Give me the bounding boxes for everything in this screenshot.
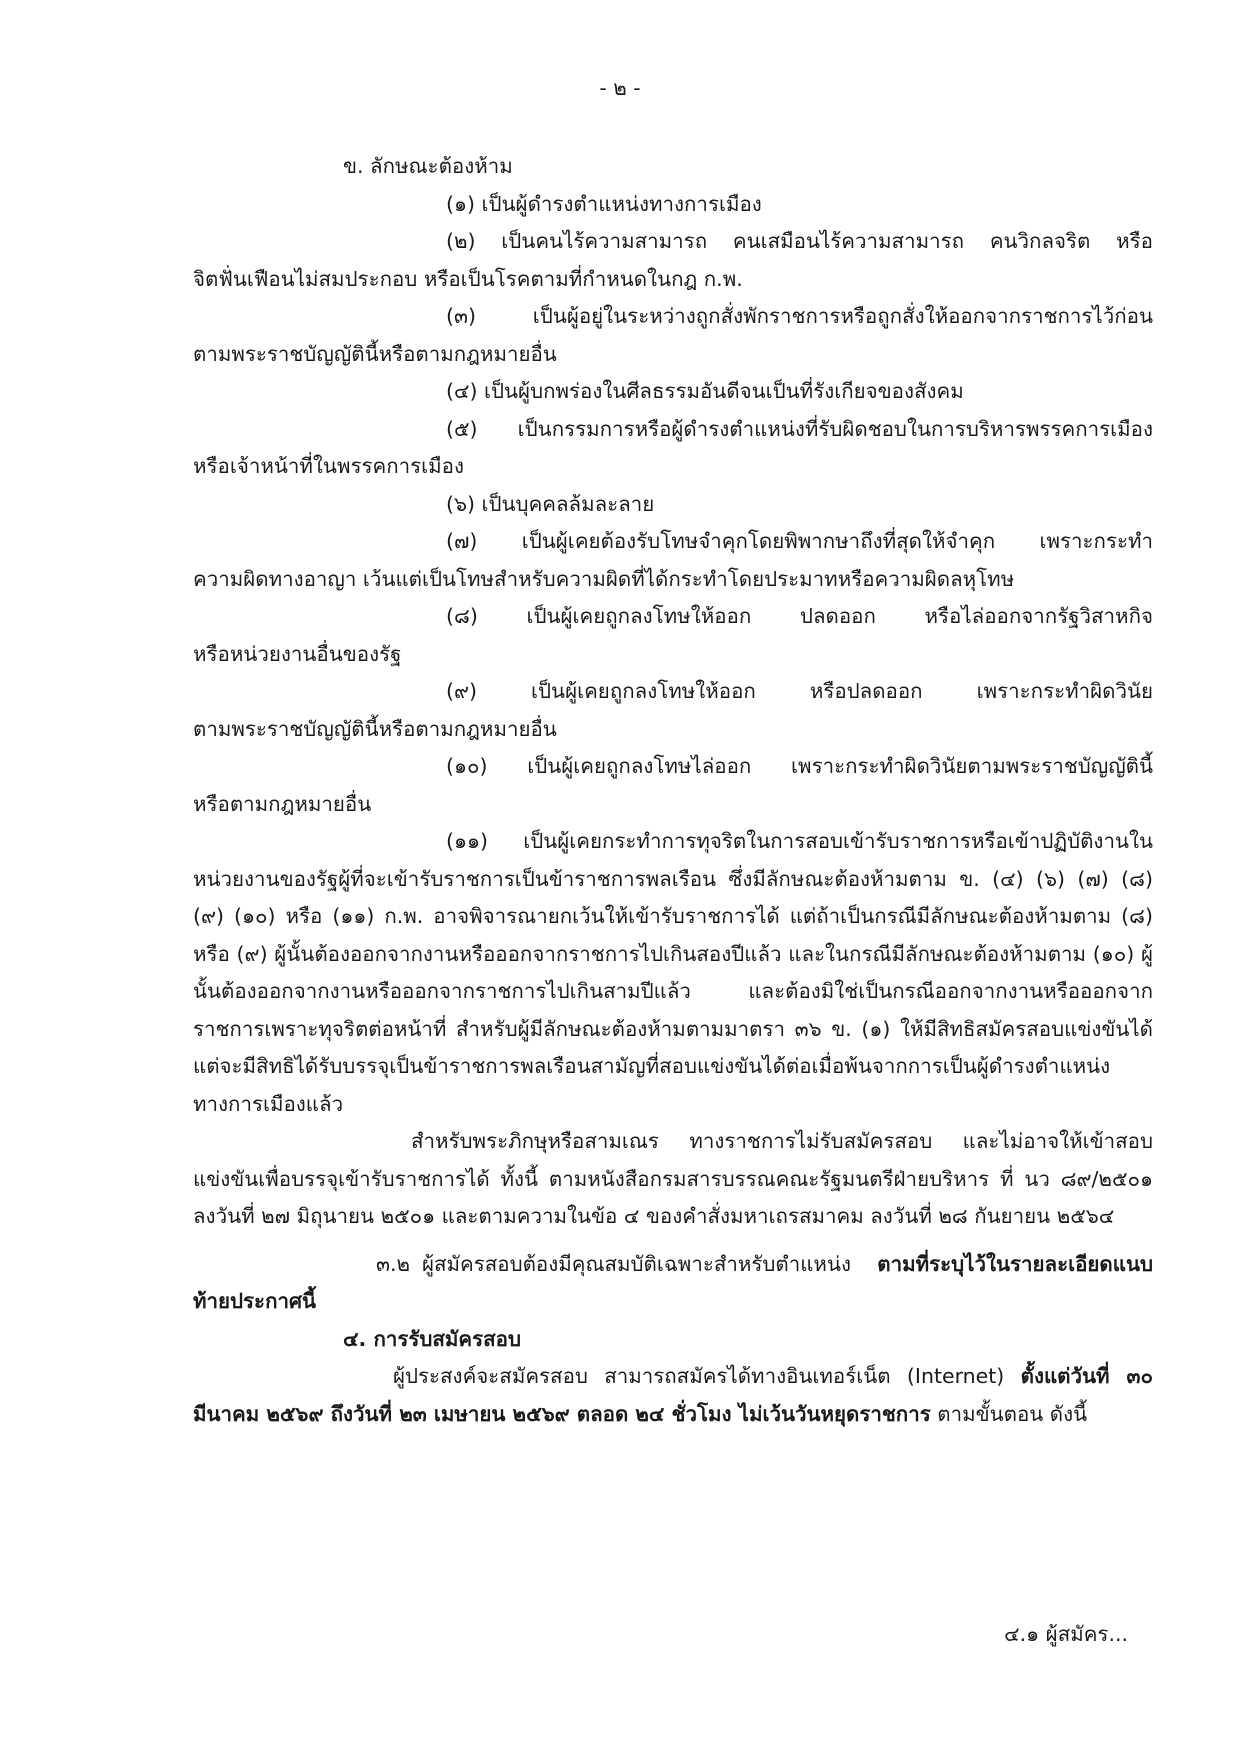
item-5-first: (๕) เป็นกรรมการหรือผู้ดำรงตำแหน่งที่รับผิดชอบในการบริหารพรรคการเมือง [446,416,1153,441]
item-4: (๔) เป็นผู้บกพร่องในศีลธรรมอันดีจนเป็นที่รังเกียจของสังคม [446,379,964,403]
item-11: (๑๑) เป็นผู้เคยกระทำการทุจริตในการสอบเข้ารับราชการหรือเข้าปฏิบัติงานในหน่วยงานของรัฐผู้ที่จะเข้ารับราชการเป็นข้าราชการพลเรือน ซึ่งมีลักษณะต้องห้ามตาม ข. (๔) (๖) (๗) (๘) (๙) (๑๐) หรือ (๑๑) ก.พ. อาจพิจารณายกเว้นให้เข้ารับราชการได้ แต่ถ้าเป็นกรณีมีลักษณะต้องห้ามตาม (๘) หรือ (๙) ผู้นั้นต้องออกจากงานหรือออกจากราชการไปเกินสองปีแล้ว และในกรณีมีลักษณะต้องห้ามตาม (๑๐) ผู้นั้นต้องออกจากงานหรือออกจากราชการไปเกินสามปีแล้ว และต้องมิใช่เป็นกรณีออกจากงานหรือออกจากราชการเพราะทุจริตต่อหน้าที่ สำหรับผู้มีลักษณะต้องห้ามตามมาตรา ๓๖ ข. (๑) ให้มีสิทธิสมัครสอบแข่งขันได้แต่จะมีสิทธิได้รับบรรจุเป็นข้าราชการพลเรือนสามัญที่สอบแข่งขันได้ต่อเมื่อพ้นจากการเป็นผู้ดำรงตำแหน่งทางการเมืองแล้ว [193,829,1153,1116]
section-3-2 [193,1246,1153,1321]
page-number: - ๒ - [599,76,641,100]
section-4-heading: ๔. การรับสมัครสอบ [343,1326,521,1351]
section-3-2-number: ๓.๒ [376,1251,411,1276]
item-10-first: (๑๐) เป็นผู้เคยถูกลงโทษไล่ออก เพราะกระทำผิดวินัยตามพระราชบัญญัตินี้ [446,754,1153,778]
section-4-tail: ตามขั้นตอน ดังนี้ [930,1401,1088,1426]
footer-continuation: ๔.๑ ผู้สมัคร... [1004,1622,1128,1646]
item-3-first: (๓) เป็นผู้อยู่ในระหว่างถูกสั่งพักราชการหรือถูกสั่งให้ออกจากราชการไว้ก่อน [446,304,1153,328]
section-kh-heading: ข. ลักษณะต้องห้าม [343,154,513,178]
item-2-first: (๒) เป็นคนไร้ความสามารถ คนเสมือนไร้ความสามารถ คนวิกลจริต หรือ [446,229,1153,253]
item-7-first: (๗) เป็นผู้เคยต้องรับโทษจำคุกโดยพิพากษาถึงที่สุดให้จำคุก เพราะกระทำ [446,529,1153,553]
document-body [193,148,1153,1433]
item-6: (๖) เป็นบุคคลล้มละลาย [446,491,655,516]
item-2-rest: จิตฟั่นเฟือนไม่สมประกอบ หรือเป็นโรคตามที่กำหนดในกฎ ก.พ. [193,266,743,291]
section-4-text: ผู้ประสงค์จะสมัครสอบ สามารถสมัครได้ทางอินเทอร์เน็ต (Internet) [393,1364,1021,1388]
item-9-rest: ตามพระราชบัญญัตินี้หรือตามกฎหมายอื่น [193,716,557,741]
item-5-rest: หรือเจ้าหน้าที่ในพรรคการเมือง [193,454,464,478]
item-3-rest: ตามพระราชบัญญัตินี้หรือตามกฎหมายอื่น [193,341,557,366]
section-3-2-bold: ตามที่ระบุไว้ในรายละเอียดแนบท้ายประกาศนี้ [193,1251,1153,1313]
item-10-rest: หรือตามกฎหมายอื่น [193,791,372,816]
item-1: (๑) เป็นผู้ดำรงตำแหน่งทางการเมือง [446,191,762,216]
section-4-bold: ตั้งแต่วันที่ ๓๐ มีนาคม ๒๕๖๙ ถึงวันที่ ๒๓ เมษายน ๒๕๖๙ ตลอด ๒๔ ชั่วโมง ไม่เว้นวันหยุดราชการ [193,1364,1153,1426]
item-8-first: (๘) เป็นผู้เคยถูกลงโทษให้ออก ปลดออก หรือไล่ออกจากรัฐวิสาหกิจ [446,604,1153,628]
item-8-rest: หรือหน่วยงานอื่นของรัฐ [193,641,402,666]
item-7-rest: ความผิดทางอาญา เว้นแต่เป็นโทษสำหรับความผิดที่ได้กระทำโดยประมาทหรือความผิดลหุโทษ [193,566,1015,591]
monk-note: สำหรับพระภิกษุหรือสามเณร ทางราชการไม่รับสมัครสอบ และไม่อาจให้เข้าสอบแข่งขันเพื่อบรรจุเข้ารับราชการได้ ทั้งนี้ ตามหนังสือกรมสารบรรณคณะรัฐมนตรีฝ่ายบริหาร ที่ นว ๘๙/๒๕๐๑ ลงวันที่ ๒๗ มิถุนายน ๒๕๐๑ และตามความในข้อ ๔ ของคำสั่งมหาเถรสมาคม ลงวันที่ ๒๘ กันยายน ๒๕๖๔ [193,1129,1153,1228]
item-9-first: (๙) เป็นผู้เคยถูกลงโทษให้ออก หรือปลดออก เพราะกระทำผิดวินัย [446,679,1153,703]
section-4-body [193,1358,1153,1433]
section-3-2-text: ผู้สมัครสอบต้องมีคุณสมบัติเฉพาะสำหรับตำแหน่ง [422,1251,878,1276]
